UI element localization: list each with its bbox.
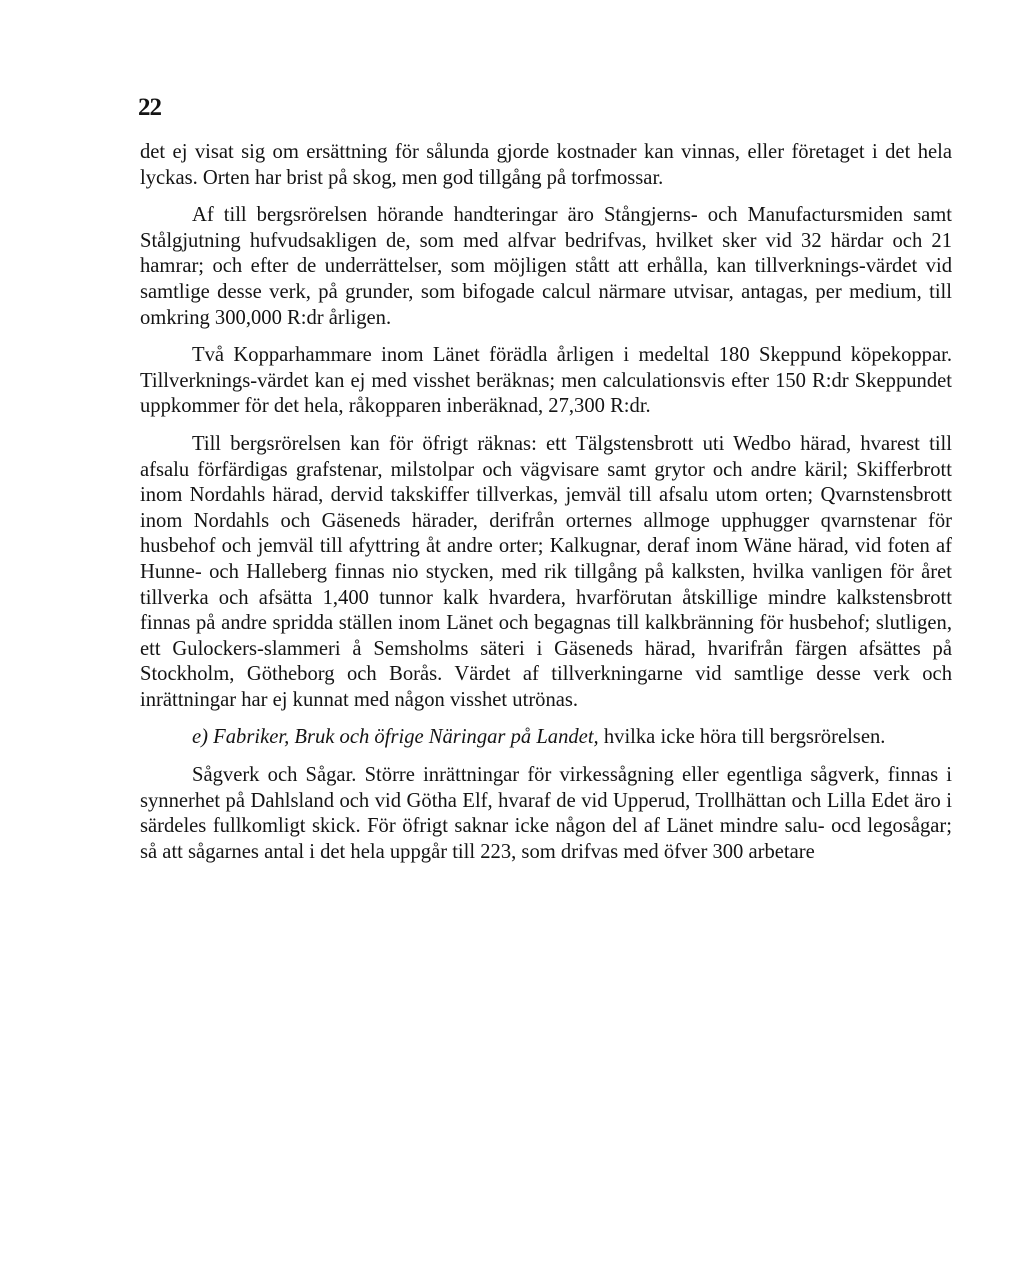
paragraph-sagverk: Sågverk och Sågar. Större inrättningar för virkessågning eller egentliga sågverk, finnas i synnerhet på Dahlsland och vid Götha Elf, hvaraf de vid Upperud, Trollhättan och Lilla Edet äro i särdeles fullkomligt skick. För öfrigt saknar icke någon del af Länet mindre salu- ocd legosågar; så att sågarnes antal i det hela uppgår till 223, som drifvas med öfver 300 arbetare: [140, 764, 952, 863]
page-number: 22: [138, 94, 161, 121]
section-e-heading: Fabriker, Bruk och öfrige Näringar på Landet,: [213, 726, 599, 749]
section-e-rest: hvilka icke höra till bergsrörelsen.: [598, 726, 886, 749]
body-text: [140, 140, 952, 865]
paragraph-stangjern: Af till bergsrörelsen hörande handteringar äro Stångjerns- och Manufactursmiden samt Stålgjutning hufvudsakligen de, som med alfvar bedrifvas, hvilket sker vid 32 härdar och 21 hamrar; och efter de underrättelser, som möjligen stått att erhålla, kan tillverknings-värdet vid samtlige desse verk, på grunder, som bifogade calcul närmare utvisar, antagas, per medium, till omkring 300,000 R:dr årligen.: [140, 204, 952, 329]
paragraph-section-e: [140, 725, 952, 751]
paragraph-kopparhammare: Två Kopparhammare inom Länet förädla årligen i medeltal 180 Skeppund köpekoppar. Tillverknings-värdet kan ej med visshet beräknas; men calculationsvis efter 150 R:dr Skeppundet uppkommer för det hela, råkopparen inberäknad, 27,300 R:dr.: [140, 344, 952, 418]
section-e-marker: e): [192, 726, 214, 749]
paragraph-orten: det ej visat sig om ersättning för sålunda gjorde kostnader kan vinnas, eller företaget i det hela lyckas. Orten har brist på skog, men god tillgång på torfmossar.: [140, 141, 952, 189]
paragraph-bergsrorelsen: Till bergsrörelsen kan för öfrigt räknas: ett Tälgstensbrott uti Wedbo härad, hvarest till afsalu förfärdigas grafstenar, milstolpar och vägvisare samt grytor och andre käril; Skifferbrott inom Nordahls härad, dervid takskiffer tillverkas, jemväl till afsalu utom orten; Qvarnstensbrott inom Nordahls och Gäseneds härader, derifrån orternes allmoge upphugger qvarnstenar för husbehof och jemväl till afyttring åt andre orter; Kalkugnar, deraf inom Wäne härad, vid foten af Hunne- och Halleberg finnas nio stycken, med rik tillgång på kalksten, hvilka vanligen för året tillverka och afsätta 1,400 tunnor kalk hvardera, hvarförutan åtskillige mindre kalkstensbrott finnas på andre spridda ställen inom Länet och begagnas till kalkbränning för husbehof; slutligen, ett Gulockers-slammeri å Semsholms säteri i Gäseneds härad, hvarifrån färgen afsättes på Stockholm, Götheborg och Borås. Värdet af tillverkningarne vid samtlige desse verk och inrättningar har ej kunnat med någon visshet utrönas.: [140, 432, 952, 711]
